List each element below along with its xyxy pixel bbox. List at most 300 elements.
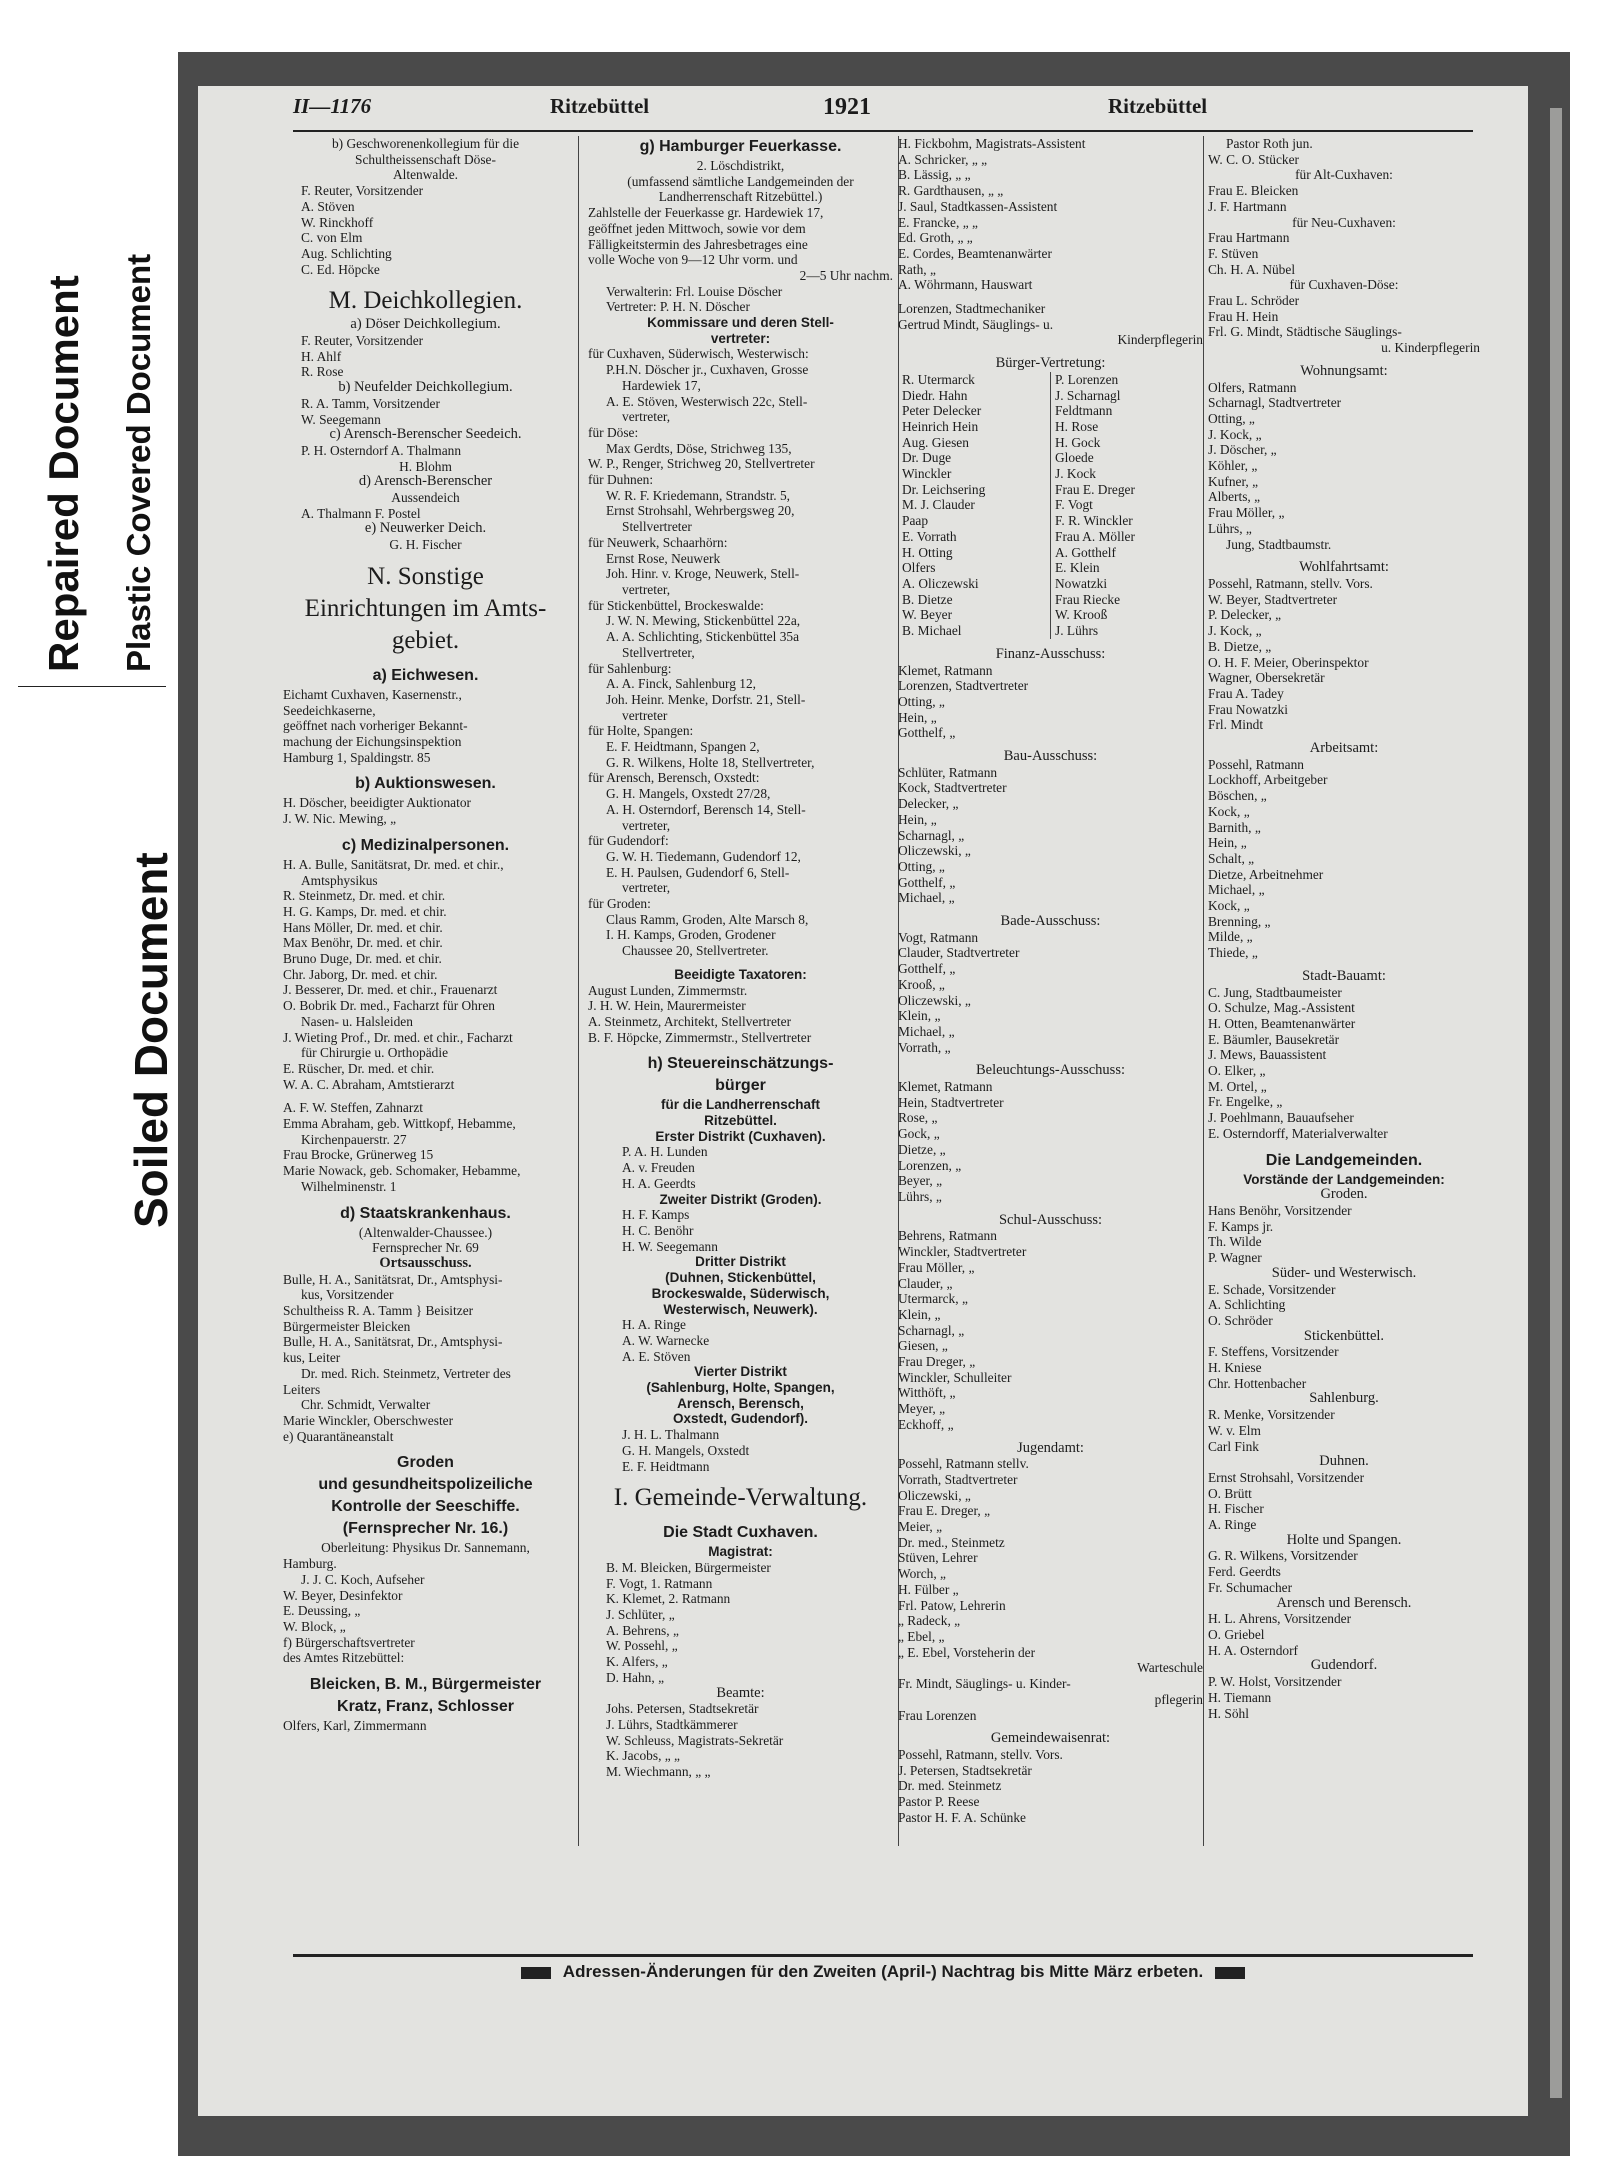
text-line: Erster Distrikt (Cuxhaven).	[655, 1128, 826, 1144]
text-line: Groden	[397, 1454, 454, 1472]
text-line: Klein, „	[898, 1008, 941, 1024]
text-line: Claus Ramm, Groden, Alte Marsch 8,	[606, 911, 809, 927]
text-line: Emma Abraham, geb. Wittkopf, Hebamme,	[283, 1116, 516, 1132]
text-line: Hans Benöhr, Vorsitzender	[1208, 1203, 1352, 1218]
text-line: c) Arensch-Berenscher Seedeich.	[329, 427, 522, 443]
text-line: H. Söhl	[1208, 1705, 1249, 1721]
text-line: W. P., Renger, Strichweg 20, Stellvertreter	[588, 456, 815, 472]
text-line: A. Stöven	[301, 198, 355, 214]
text-line: Kratz, Franz, Schlosser	[337, 1698, 514, 1716]
spacer	[283, 657, 568, 665]
text-line: H. L. Ahrens, Vorsitzender	[1208, 1611, 1352, 1627]
text-line: E. Francke, „ „	[898, 214, 978, 230]
text-line: F. Stüven	[1208, 245, 1259, 261]
text-line: F. Vogt, 1. Ratmann	[606, 1575, 713, 1591]
text-line: R. A. Tamm, Vorsitzender	[301, 395, 440, 411]
text-line: Marie Winckler, Oberschwester	[283, 1413, 454, 1428]
text-line: G. R. Wilkens, Holte 18, Stellvertreter,	[606, 754, 815, 770]
text-line: Magistrat:	[708, 1544, 773, 1560]
text-line: Ritzebüttel.	[704, 1113, 777, 1129]
text-line: Amtsphysikus	[301, 872, 378, 888]
text-line: Vertreter: P. H. N. Döscher	[606, 299, 750, 315]
text-line: Stadt-Bauamt:	[1302, 968, 1386, 984]
text-line: W. Possehl, „	[606, 1638, 678, 1654]
text-line: O. Elker, „	[1208, 1063, 1266, 1079]
text-line: H. Döscher, beeidigter Auktionator	[283, 795, 471, 811]
text-line: J. Kock, „	[1208, 426, 1262, 442]
text-line: c) Medizinalpersonen.	[341, 836, 510, 854]
text-line: Altenwalde.	[392, 167, 459, 183]
text-line: Klemet, Ratmann	[898, 662, 993, 678]
text-line: Dritter Distrikt	[695, 1254, 786, 1270]
text-line: Frau E. Dreger, „	[898, 1503, 991, 1519]
text-line: A. A. Schlichting, Stickenbüttel 35a	[606, 629, 800, 645]
pointing-hand-icon	[521, 1967, 551, 1979]
text-line: geöffnet jeden Mittwoch, sowie vor dem	[588, 220, 806, 236]
text-line: F. Steffens, Vorsitzender	[1208, 1344, 1339, 1360]
text-line: R. Steinmetz, Dr. med. et chir.	[283, 888, 446, 904]
buerger-vertretung-left	[898, 372, 1051, 639]
member-name: Winckler	[902, 466, 952, 482]
spacer	[283, 1444, 568, 1452]
member-name: Frau Riecke	[1055, 591, 1121, 607]
text-line: Kock, „	[1208, 898, 1250, 914]
text-line: O. Bobrik Dr. med., Facharzt für Ohren	[283, 998, 495, 1014]
text-line: Frau E. Bleicken	[1208, 183, 1299, 199]
text-line: O. H. F. Meier, Oberinspektor	[1208, 654, 1369, 670]
text-line: Milde, „	[1208, 929, 1253, 945]
text-line: H. Tiemann	[1208, 1689, 1272, 1705]
text-line: Gudendorf.	[1310, 1658, 1378, 1674]
spacer	[1208, 733, 1480, 741]
text-line: Schlüter, Ratmann	[898, 764, 998, 780]
text-line: Zweiter Distrikt (Groden).	[659, 1191, 822, 1207]
member-name: F. R. Winckler	[1055, 513, 1133, 529]
text-line: Beyer, „	[898, 1173, 943, 1189]
text-line: H. A. Bulle, Sanitätsrat, Dr. med. et chir.,	[283, 856, 504, 872]
spacer	[1208, 356, 1480, 364]
text-line: Aug. Schlichting	[301, 245, 392, 261]
text-line: J. Döscher, „	[1208, 442, 1277, 458]
member-name: E. Vorrath	[902, 528, 957, 544]
text-line: F. Reuter, Vorsitzender	[301, 333, 424, 349]
text-line: Dr. med. Steinmetz	[898, 1778, 1002, 1794]
text-line: M. Wiechmann, „ „	[606, 1764, 711, 1780]
header-rule	[293, 130, 1473, 132]
text-line: Michael, „	[898, 890, 955, 906]
running-head-right: Ritzebüttel	[1108, 94, 1208, 118]
text-line: J. W. Nic. Mewing, „	[283, 811, 397, 827]
text-line: Stellvertreter	[622, 519, 692, 535]
buerger-vertretung-right	[1051, 372, 1203, 639]
text-line: Brenning, „	[1208, 913, 1271, 929]
text-line: Oliczewski, „	[898, 843, 971, 859]
text-line: Stellvertreter,	[622, 644, 695, 660]
spacer	[283, 765, 568, 773]
text-line: e) Quarantäneanstalt	[283, 1428, 394, 1444]
member-name: Dr. Duge	[902, 450, 952, 466]
text-line: H. Blohm	[399, 458, 452, 474]
text-line: vertreter,	[622, 880, 671, 896]
text-line: kus, Vorsitzender	[301, 1287, 394, 1303]
pointing-hand-icon	[1215, 1967, 1245, 1979]
text-line: Clauder, „	[898, 1275, 953, 1291]
spacer	[898, 639, 1203, 647]
text-line: Fr. Mindt, Säuglings- u. Kinder-	[898, 1676, 1071, 1692]
text-line: Kufner, „	[1208, 473, 1259, 489]
text-line: für Gudendorf:	[588, 833, 669, 849]
text-line: Verwalterin: Frl. Louise Döscher	[606, 283, 783, 299]
spacer	[898, 1205, 1203, 1213]
text-line: Dr. med., Steinmetz	[898, 1534, 1005, 1550]
text-line: Otting, „	[898, 693, 945, 709]
text-line: für Cuxhaven, Süderwisch, Westerwisch:	[588, 346, 809, 362]
text-line: P. H. Osterndorf A. Thalmann	[301, 442, 462, 458]
text-line: Brockeswalde, Süderwisch,	[651, 1285, 830, 1301]
text-line: B. Lässig, „ „	[898, 167, 971, 183]
repaired-document-label: Repaired Document	[40, 275, 87, 672]
text-line: August Lunden, Zimmermstr.	[588, 982, 748, 998]
running-head-year: 1921	[823, 94, 871, 120]
spacer	[588, 1045, 893, 1053]
member-name: W. Krooß	[1055, 607, 1108, 623]
text-line: für Chirurgie u. Orthopädie	[301, 1045, 449, 1061]
text-line: H. A. Osterndorf	[1208, 1642, 1299, 1658]
text-line: J. J. C. Koch, Aufseher	[301, 1571, 425, 1587]
text-line: Frau A. Tadey	[1208, 685, 1284, 701]
text-line: Gemeindewaisenrat:	[990, 1731, 1111, 1747]
text-line: H. C. Benöhr	[622, 1223, 694, 1238]
member-name: Dr. Leichsering	[902, 481, 986, 497]
column-rule	[578, 136, 579, 1846]
text-line: E. F. Heidtmann	[622, 1458, 710, 1474]
text-line: W. R. F. Kriedemann, Strandstr. 5,	[606, 487, 791, 503]
text-line: B. Dietze, „	[1208, 638, 1272, 654]
text-line: Gock, „	[898, 1126, 940, 1142]
text-line: Frau Brocke, Grünerweg 15	[283, 1147, 434, 1163]
text-line: 2. Löschdistrikt,	[696, 158, 785, 173]
text-line: Thiede, „	[1208, 945, 1258, 961]
text-line: C. Jung, Stadtbaumeister	[1208, 984, 1342, 1000]
text-line: (Duhnen, Stickenbüttel,	[665, 1270, 816, 1286]
text-line: Beamte:	[716, 1685, 765, 1701]
text-line: b) Geschworenenkollegium für die	[331, 136, 520, 151]
text-line: „ Radeck, „	[898, 1613, 961, 1629]
spacer	[283, 277, 568, 285]
text-line: Frau Möller, „	[898, 1259, 975, 1275]
text-line: Pastor P. Reese	[898, 1794, 980, 1810]
text-line: Chr. Jaborg, Dr. med. et chir.	[283, 966, 438, 982]
text-column-1	[283, 136, 568, 1734]
text-line: N. Sonstige	[367, 562, 484, 590]
text-line: Lorenzen, „	[898, 1157, 962, 1173]
text-line: a) Döser Deichkollegium.	[350, 317, 501, 333]
text-line: Die Stadt Cuxhaven.	[663, 1524, 818, 1542]
spacer	[283, 553, 568, 561]
member-name: Frau E. Dreger	[1055, 481, 1135, 497]
member-name: R. Utermarck	[902, 371, 975, 387]
text-line: Warteschule	[1137, 1660, 1203, 1676]
text-line: Olfers, Ratmann	[1208, 379, 1297, 395]
member-name: Nowatzki	[1055, 575, 1108, 591]
text-line: J. Saul, Stadtkassen-Assistent	[898, 198, 1058, 214]
member-name: A. Oliczewski	[902, 575, 979, 591]
text-line: Vogt, Ratmann	[898, 929, 979, 945]
text-line: Arbeitsamt:	[1309, 741, 1379, 757]
text-line: Ernst Strohsahl, Wehrbergsweg 20,	[606, 503, 795, 519]
footer-notice	[293, 1962, 1473, 1982]
text-line: O. Brütt	[1208, 1485, 1252, 1501]
text-line: vertreter,	[622, 409, 671, 425]
text-line: Hein, „	[898, 811, 937, 827]
text-line: Max Benöhr, Dr. med. et chir.	[283, 935, 443, 951]
text-line: G. R. Wilkens, Vorsitzender	[1208, 1548, 1358, 1564]
text-line: E. Deussing, „	[283, 1603, 361, 1619]
scanned-page	[178, 52, 1570, 2156]
text-line: „ Ebel, „	[898, 1628, 945, 1644]
text-line: P. W. Holst, Vorsitzender	[1208, 1674, 1342, 1690]
text-line: Johs. Petersen, Stadtsekretär	[606, 1701, 759, 1717]
text-line: E. Cordes, Beamtenanwärter	[898, 245, 1052, 261]
member-name: Feldtmann	[1055, 403, 1113, 419]
text-line: Th. Wilde	[1208, 1234, 1262, 1250]
text-line: d) Arensch-Berenscher	[358, 474, 493, 490]
member-name: H. Gock	[1055, 434, 1101, 450]
text-line: E. Schade, Vorsitzender	[1208, 1281, 1336, 1297]
text-line: für die Landherrenschaft	[660, 1097, 821, 1113]
text-line: pflegerin	[1154, 1691, 1203, 1707]
text-line: Finanz-Ausschuss:	[995, 646, 1106, 662]
text-line: A. Behrens, „	[606, 1622, 679, 1638]
text-line: Hein, „	[1208, 835, 1247, 851]
text-line: Wilhelminenstr. 1	[301, 1178, 397, 1194]
text-line: gebiet.	[391, 626, 460, 654]
text-line: vertreter,	[622, 817, 671, 833]
text-line: Clauder, Stadtvertreter	[898, 945, 1020, 961]
text-line: für Arensch, Berensch, Oxstedt:	[588, 770, 760, 786]
spacer	[283, 827, 568, 835]
text-line: für Groden:	[588, 896, 651, 912]
text-line: E. Rüscher, Dr. med. et chir.	[283, 1060, 435, 1076]
text-column-4	[1208, 136, 1480, 1721]
member-name: Frau A. Möller	[1055, 528, 1135, 544]
text-line: Pastor H. F. A. Schünke	[898, 1809, 1027, 1825]
text-column-2	[588, 136, 893, 1780]
member-name: F. Vogt	[1055, 497, 1093, 513]
text-line: A. Wöhrmann, Hauswart	[898, 277, 1033, 293]
text-line: J. H. W. Hein, Maurermeister	[588, 998, 746, 1014]
text-line: Joh. Heinr. Menke, Dorfstr. 21, Stell-	[606, 691, 806, 707]
text-line: R. Menke, Vorsitzender	[1208, 1407, 1335, 1423]
text-line: M. Ortel, „	[1208, 1078, 1267, 1094]
text-line: Chr. Hottenbacher	[1208, 1375, 1307, 1391]
text-line: H. A. Ringe	[622, 1317, 686, 1333]
text-line: H. Ahlf	[301, 348, 342, 364]
spacer	[283, 1195, 568, 1203]
text-line: Frau L. Schröder	[1208, 293, 1300, 309]
text-line: Lockhoff, Arbeitgeber	[1208, 772, 1328, 788]
spacer	[898, 741, 1203, 749]
text-line: Bleicken, B. M., Bürgermeister	[309, 1676, 542, 1694]
text-line: W. Seegemann	[301, 411, 381, 427]
spacer	[1208, 961, 1480, 969]
text-line: Winckler, Stadtvertreter	[898, 1244, 1027, 1260]
text-line: Lührs, „	[1208, 520, 1252, 536]
text-line: Einrichtungen im Amts-	[304, 594, 547, 622]
spacer	[898, 348, 1203, 356]
text-line: Schultheiss R. A. Tamm } Beisitzer	[283, 1303, 474, 1319]
text-line: Seedeichkaserne,	[283, 702, 376, 718]
text-line: Hardewiek 17,	[622, 377, 701, 393]
text-line: Duhnen.	[1319, 1454, 1369, 1470]
text-line: (Sahlenburg, Holte, Spangen,	[646, 1380, 835, 1396]
text-line: Landherrenschaft Ritzebüttel.)	[658, 189, 823, 205]
text-line: Bau-Ausschuss:	[1003, 749, 1098, 765]
text-line: u. Kinderpflegerin	[1381, 340, 1480, 356]
member-name: Heinrich Hein	[902, 418, 979, 434]
text-line: K. Jacobs, „ „	[606, 1748, 680, 1764]
spacer	[898, 1723, 1203, 1731]
text-line: A. E. Stöven, Westerwisch 22c, Stell-	[606, 393, 808, 409]
text-line: A. E. Stöven	[622, 1348, 691, 1364]
text-line: Schalt, „	[1208, 850, 1255, 866]
spacer	[588, 959, 893, 967]
text-line: Dr. med. Rich. Steinmetz, Vertreter des	[301, 1365, 511, 1381]
text-line: P. Delecker, „	[1208, 607, 1282, 623]
text-line: Max Gerdts, Döse, Strichweg 135,	[606, 440, 792, 456]
text-line: J. Mews, Bauassistent	[1208, 1047, 1327, 1063]
text-line: d) Staatskrankenhaus.	[340, 1204, 511, 1222]
spacer	[898, 1433, 1203, 1441]
text-line: für Neuwerk, Schaarhörn:	[588, 534, 728, 550]
text-line: Kommissare und deren Stell-	[647, 315, 834, 331]
text-line: für Neu-Cuxhaven:	[1292, 214, 1396, 230]
text-line: Bürger-Vertretung:	[995, 356, 1106, 372]
text-line: Chaussee 20, Stellvertreter.	[622, 943, 769, 959]
text-line: geöffnet nach vorheriger Bekannt-	[283, 718, 468, 734]
text-line: a) Eichwesen.	[372, 666, 479, 684]
text-line: Joh. Hinr. v. Kroge, Neuwerk, Stell-	[606, 566, 800, 582]
spacer	[1208, 552, 1480, 560]
text-line: Michael, „	[898, 1023, 955, 1039]
text-line: Frl. G. Mindt, Städtische Säuglings-	[1208, 324, 1402, 340]
text-line: Possehl, Ratmann, stellv. Vors.	[1208, 575, 1373, 591]
text-line: Bulle, H. A., Sanitätsrat, Dr., Amtsphysi-	[283, 1271, 503, 1287]
label-divider	[18, 686, 166, 687]
text-line: e) Neuwerker Deich.	[364, 521, 487, 537]
text-line: J. Schlüter, „	[606, 1607, 675, 1623]
text-line: Kontrolle der Seeschiffe.	[331, 1498, 520, 1516]
text-line: Worch, „	[898, 1566, 946, 1582]
text-line: Die Landgemeinden.	[1265, 1151, 1423, 1169]
spacer	[588, 1474, 893, 1482]
member-name: Diedr. Hahn	[902, 387, 968, 403]
text-line: vertreter:	[710, 330, 771, 346]
document-condition-labels	[0, 0, 178, 2177]
text-line: K. Klemet, 2. Ratmann	[606, 1591, 731, 1607]
text-line: (umfassend sämtliche Landgemeinden der	[627, 173, 854, 189]
member-name: Olfers	[902, 560, 936, 576]
column-rule	[1203, 136, 1204, 1846]
text-line: R. Rose	[301, 364, 344, 380]
text-line: Scharnagl, Stadtvertreter	[1208, 395, 1342, 411]
text-line: J. Kock, „	[1208, 623, 1262, 639]
text-line: H. Kniese	[1208, 1360, 1262, 1376]
text-line: Vorrath, „	[898, 1039, 951, 1055]
running-head	[293, 94, 1473, 130]
text-line: Beeidigte Taxatoren:	[674, 966, 807, 982]
text-line: H. Otten, Beamtenanwärter	[1208, 1015, 1356, 1031]
text-line: Frau Hartmann	[1208, 230, 1290, 246]
text-line: W. Beyer, Stadtvertreter	[1208, 591, 1338, 607]
text-line: M. Deichkollegien.	[328, 287, 523, 315]
text-line: Rose, „	[898, 1110, 938, 1126]
text-line: B. F. Höpcke, Zimmermstr., Stellvertreter	[588, 1029, 812, 1045]
text-line: A. F. W. Steffen, Zahnarzt	[283, 1100, 423, 1116]
text-line: Schultheissenschaft Döse-	[355, 151, 496, 167]
text-line: Ortsausschuss.	[379, 1255, 472, 1271]
text-line: H. Fischer	[1208, 1501, 1264, 1517]
text-line: Possehl, Ratmann stellv.	[898, 1456, 1029, 1472]
text-line: Frau Möller, „	[1208, 505, 1285, 521]
text-line: Vorrath, Stadtvertreter	[898, 1471, 1018, 1487]
text-line: Hein, Stadtvertreter	[898, 1094, 1004, 1110]
text-line: für Döse:	[588, 424, 639, 440]
text-line: Frau Nowatzki	[1208, 701, 1288, 717]
text-line: Otting, „	[1208, 410, 1255, 426]
text-line: Bulle, H. A., Sanitätsrat, Dr., Amtsphysi-	[283, 1334, 503, 1350]
text-line: Scharnagl, „	[898, 1322, 965, 1338]
spacer	[283, 1092, 568, 1100]
text-line: Bruno Duge, Dr. med. et chir.	[283, 951, 442, 967]
text-line: J. Poehlmann, Bauaufseher	[1208, 1110, 1354, 1126]
text-line: Dietze, Arbeitnehmer	[1208, 866, 1324, 882]
text-line: Ed. Groth, „ „	[898, 230, 973, 246]
text-line: Michael, „	[1208, 882, 1265, 898]
text-line: Barnith, „	[1208, 819, 1261, 835]
text-line: Possehl, Ratmann	[1208, 756, 1304, 772]
text-line: J. Lührs, Stadtkämmerer	[606, 1716, 738, 1732]
text-line: D. Hahn, „	[606, 1669, 665, 1685]
text-line: W. A. C. Abraham, Amtstierarzt	[283, 1076, 455, 1092]
text-line: Jugendamt:	[1017, 1440, 1084, 1456]
text-line: kus, Leiter	[283, 1350, 341, 1366]
text-line: für Cuxhaven-Döse:	[1289, 277, 1399, 293]
text-line: Ch. H. A. Nübel	[1208, 261, 1296, 277]
spacer	[898, 906, 1203, 914]
text-line: Chr. Schmidt, Verwalter	[301, 1397, 431, 1413]
text-line: Oliczewski, „	[898, 1487, 971, 1503]
text-line: Westerwisch, Neuwerk).	[663, 1301, 818, 1317]
footer-text: Adressen-Änderungen für den Zweiten (April-) Nachtrag bis Mitte März erbeten.	[562, 1962, 1204, 1981]
text-line: Kirchenpauerstr. 27	[301, 1131, 407, 1147]
text-line: Lührs, „	[898, 1189, 942, 1204]
plastic-covered-document-label: Plastic Covered Document	[120, 253, 157, 672]
text-line: Kock, Stadtvertreter	[898, 780, 1007, 796]
member-name: H. Otting	[902, 544, 953, 560]
text-line: Wohnungsamt:	[1300, 363, 1388, 379]
text-line: Possehl, Ratmann, stellv. Vors.	[898, 1746, 1063, 1762]
text-line: H. W. Seegemann	[622, 1238, 718, 1254]
text-line: Beleuchtungs-Ausschuss:	[975, 1063, 1125, 1079]
text-line: H. G. Kamps, Dr. med. et chir.	[283, 903, 447, 919]
text-line: Oliczewski, „	[898, 992, 971, 1008]
page-paper	[198, 86, 1528, 2116]
text-line: für Stickenbüttel, Brockeswalde:	[588, 597, 764, 613]
text-line: W. C. O. Stücker	[1208, 151, 1300, 167]
text-line: A. Schlichting	[1208, 1297, 1286, 1313]
text-line: Alberts, „	[1208, 489, 1261, 505]
